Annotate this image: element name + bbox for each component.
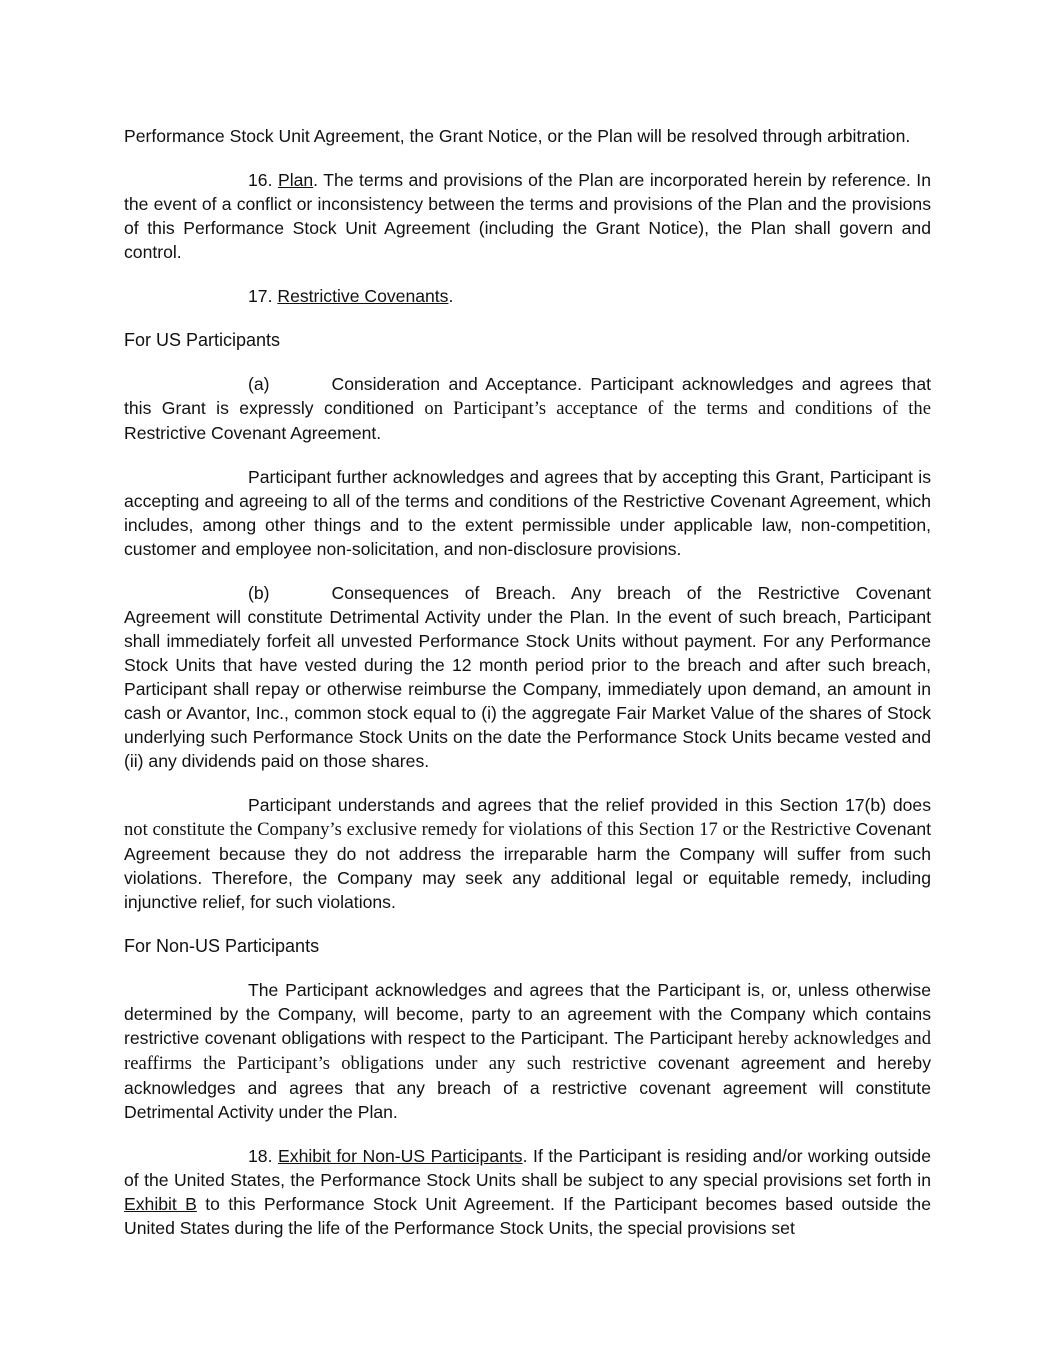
subsection-a-label: (a) bbox=[248, 374, 270, 394]
non-us-participants-heading: For Non-US Participants bbox=[124, 936, 320, 956]
intro-paragraph: Performance Stock Unit Agreement, the Grant Notice, or the Plan will be resolved through arbitration. bbox=[124, 126, 911, 146]
subsection-a-paragraph bbox=[124, 372, 931, 445]
non-us-part-1: The Participant acknowledges and agrees that the Participant is, or, unless otherwise determined by the Company, will become, party to an agreement with the Company which contains restrictive covenant obligations with respect to the Participant. The Participant bbox=[124, 980, 931, 1048]
subsection-b-paragraph bbox=[124, 581, 931, 773]
relief-paragraph bbox=[124, 793, 931, 914]
exhibit-b-reference: Exhibit B bbox=[124, 1194, 197, 1214]
section-16-body: . The terms and provisions of the Plan are incorporated herein by reference. In the event of a conflict or inconsistency between the terms and provisions of the Plan and the provisions of this Performance Stock Unit Agreement (including the Grant Notice), the Plan shall govern and control. bbox=[124, 170, 931, 262]
non-us-part-3: covenant agreement and hereby acknowledges and agrees that any breach of a restrictive covenant agreement will constitute Detrimental Activity under the Plan. bbox=[124, 1053, 931, 1122]
subsection-a-body-3: Restrictive Covenant Agreement. bbox=[124, 423, 382, 443]
relief-part-3: Covenant Agreement because they do not address the irreparable harm the Company will suffer from such violations. Therefore, the Company may seek any additional legal or equitable remedy, including injunctive relief, for such violations. bbox=[124, 819, 931, 912]
section-16-title: Plan bbox=[277, 170, 314, 190]
section-17-number: 17. bbox=[248, 286, 278, 306]
subsection-b-title: Consequences of Breach. bbox=[331, 583, 556, 603]
relief-part-1: Participant understands and agrees that the relief provided in this Section 17(b) does bbox=[248, 795, 931, 815]
further-acknowledges-paragraph: Participant further acknowledges and agrees that by accepting this Grant, Participant is accepting and agreeing to all of the terms and conditions of the Restrictive Covenant Agreement, which includes, among other things and to the extent permissible under applicable law, non-competition, customer and employee non-solicitation, and non-disclosure provisions. bbox=[124, 467, 931, 559]
section-17-heading bbox=[124, 284, 931, 308]
subsection-a-body-1: Participant acknowledges and agrees that this Grant is expressly conditioned bbox=[124, 374, 931, 418]
section-18-body-2: to this Performance Stock Unit Agreement. If the Participant becomes based outside the United States during the life of the Performance Stock Units, the special provisions set bbox=[124, 1194, 931, 1238]
section-18-number: 18. bbox=[248, 1146, 279, 1166]
subsection-a-body-2: on Participant’s acceptance of the terms and conditions of the bbox=[424, 398, 931, 419]
subsection-b-body: Any breach of the Restrictive Covenant Agreement will constitute Detrimental Activity under the Plan. In the event of such breach, Participant shall immediately forfeit all unvested Performance Stock Units without payment. For any Performance Stock Units that have vested during the 12 month period prior to the breach and after such breach, Participant shall repay or otherwise reimburse the Company, immediately upon demand, an amount in cash or Avantor, Inc., common stock equal to (i) the aggregate Fair Market Value of the shares of Stock underlying such Performance Stock Units on the date the Performance Stock Units became vested and (ii) any dividends paid on those shares. bbox=[124, 583, 931, 771]
relief-part-2: not constitute the Company’s exclusive remedy for violations of this Section 17 or the Restrictive bbox=[124, 819, 856, 840]
subsection-b-label: (b) bbox=[248, 583, 270, 603]
document-body bbox=[124, 124, 931, 1260]
section-18-title: Exhibit for Non-US Participants bbox=[278, 1146, 523, 1166]
section-18-body-1: . If the Participant is residing and/or working outside of the United States, the Performance Stock Units shall be subject to any special provisions set forth in bbox=[124, 1146, 931, 1190]
section-16-paragraph bbox=[124, 168, 931, 264]
us-participants-heading: For US Participants bbox=[124, 330, 281, 350]
non-us-paragraph bbox=[124, 978, 931, 1124]
section-17-title: Restrictive Covenants bbox=[277, 286, 449, 306]
section-16-number: 16. bbox=[248, 170, 278, 190]
section-17-period: . bbox=[448, 286, 454, 306]
non-us-part-2: hereby acknowledges and reaffirms the Participant’s obligations under any such restrictive bbox=[124, 1028, 931, 1074]
section-18-paragraph bbox=[124, 1144, 931, 1240]
subsection-a-title: Consideration and Acceptance. bbox=[331, 374, 583, 394]
